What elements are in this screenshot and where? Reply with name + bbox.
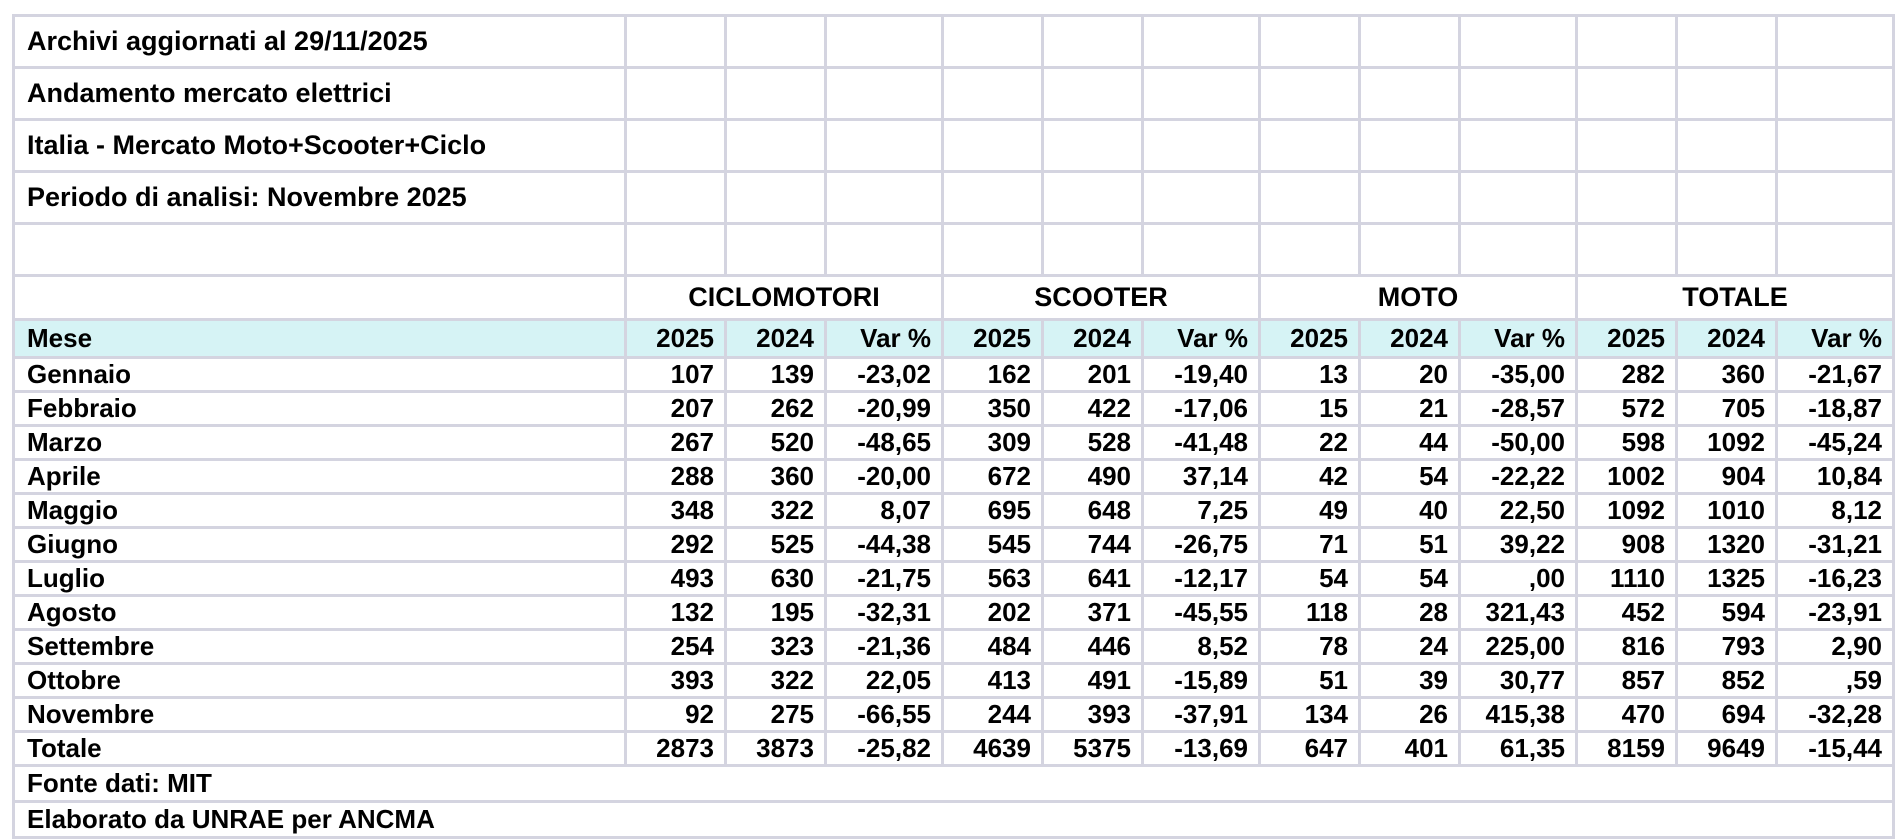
value-cell[interactable]: 694 [1677, 698, 1777, 732]
value-cell[interactable]: 225,00 [1460, 630, 1577, 664]
column-header-scooter-2025[interactable]: 2025 [943, 320, 1043, 358]
value-cell[interactable]: 134 [1260, 698, 1360, 732]
value-cell[interactable]: 695 [943, 494, 1043, 528]
month-cell[interactable]: Maggio [14, 494, 626, 528]
spreadsheet [12, 14, 1895, 839]
value-cell[interactable]: 40 [1360, 494, 1460, 528]
value-cell[interactable]: 7,25 [1143, 494, 1260, 528]
value-cell[interactable]: -21,67 [1777, 358, 1894, 392]
value-cell[interactable]: 672 [943, 460, 1043, 494]
value-cell[interactable]: -32,28 [1777, 698, 1894, 732]
value-cell[interactable]: 21 [1360, 392, 1460, 426]
value-cell[interactable]: -13,69 [1143, 732, 1260, 766]
empty-cell[interactable] [14, 276, 626, 320]
value-cell[interactable]: 598 [1577, 426, 1677, 460]
month-cell[interactable]: Luglio [14, 562, 626, 596]
empty-cell[interactable] [1777, 120, 1894, 172]
empty-cell[interactable] [1360, 224, 1460, 276]
footer-elaboration-cell[interactable]: Elaborato da UNRAE per ANCMA [14, 802, 1894, 838]
value-cell[interactable]: 904 [1677, 460, 1777, 494]
empty-cell[interactable] [826, 16, 943, 68]
month-cell[interactable]: Settembre [14, 630, 626, 664]
value-cell[interactable]: 545 [943, 528, 1043, 562]
empty-cell[interactable] [943, 68, 1043, 120]
value-cell[interactable]: 452 [1577, 596, 1677, 630]
value-cell[interactable]: 275 [726, 698, 826, 732]
value-cell[interactable]: 282 [1577, 358, 1677, 392]
empty-cell[interactable] [726, 68, 826, 120]
empty-cell[interactable] [1360, 172, 1460, 224]
empty-cell[interactable] [1577, 172, 1677, 224]
value-cell[interactable]: -50,00 [1460, 426, 1577, 460]
value-cell[interactable]: 484 [943, 630, 1043, 664]
value-cell[interactable]: -35,00 [1460, 358, 1577, 392]
footer-row [14, 766, 1894, 802]
month-cell[interactable]: Aprile [14, 460, 626, 494]
value-cell[interactable]: 8,52 [1143, 630, 1260, 664]
value-cell[interactable]: 13 [1260, 358, 1360, 392]
value-cell[interactable]: 9649 [1677, 732, 1777, 766]
value-cell[interactable]: 422 [1043, 392, 1143, 426]
value-cell[interactable]: -37,91 [1143, 698, 1260, 732]
data-row [14, 426, 1894, 460]
empty-cell[interactable] [1577, 120, 1677, 172]
data-row [14, 528, 1894, 562]
column-header-moto-2025[interactable]: 2025 [1260, 320, 1360, 358]
value-cell[interactable]: 563 [943, 562, 1043, 596]
value-cell[interactable]: -20,00 [826, 460, 943, 494]
value-cell[interactable]: 262 [726, 392, 826, 426]
value-cell[interactable]: 2,90 [1777, 630, 1894, 664]
empty-cell[interactable] [1460, 224, 1577, 276]
value-cell[interactable]: 78 [1260, 630, 1360, 664]
value-cell[interactable]: 10,84 [1777, 460, 1894, 494]
value-cell[interactable]: 37,14 [1143, 460, 1260, 494]
value-cell[interactable]: 857 [1577, 664, 1677, 698]
value-cell[interactable]: 54 [1360, 460, 1460, 494]
month-cell[interactable]: Giugno [14, 528, 626, 562]
value-cell[interactable]: -48,65 [826, 426, 943, 460]
empty-cell[interactable] [626, 172, 726, 224]
value-cell[interactable]: -20,99 [826, 392, 943, 426]
month-cell[interactable]: Totale [14, 732, 626, 766]
value-cell[interactable]: 4639 [943, 732, 1043, 766]
value-cell[interactable]: 401 [1360, 732, 1460, 766]
value-cell[interactable]: -31,21 [1777, 528, 1894, 562]
value-cell[interactable]: -21,75 [826, 562, 943, 596]
column-header-totale-var[interactable]: Var % [1777, 320, 1894, 358]
column-header-scooter-var[interactable]: Var % [1143, 320, 1260, 358]
value-cell[interactable]: 49 [1260, 494, 1360, 528]
value-cell[interactable]: 793 [1677, 630, 1777, 664]
value-cell[interactable]: 15 [1260, 392, 1360, 426]
empty-cell[interactable] [14, 224, 626, 276]
empty-cell[interactable] [943, 224, 1043, 276]
empty-cell[interactable] [626, 68, 726, 120]
value-cell[interactable]: -25,82 [826, 732, 943, 766]
column-header-moto-var[interactable]: Var % [1460, 320, 1577, 358]
value-cell[interactable]: -21,36 [826, 630, 943, 664]
value-cell[interactable]: -19,40 [1143, 358, 1260, 392]
value-cell[interactable]: -23,02 [826, 358, 943, 392]
empty-cell[interactable] [1577, 68, 1677, 120]
title-row [14, 68, 1894, 120]
value-cell[interactable]: 8159 [1577, 732, 1677, 766]
value-cell[interactable]: 647 [1260, 732, 1360, 766]
month-cell[interactable]: Novembre [14, 698, 626, 732]
value-cell[interactable]: -41,48 [1143, 426, 1260, 460]
empty-cell[interactable] [1460, 16, 1577, 68]
value-cell[interactable]: 201 [1043, 358, 1143, 392]
empty-cell[interactable] [1143, 172, 1260, 224]
value-cell[interactable]: 3873 [726, 732, 826, 766]
empty-cell[interactable] [1043, 120, 1143, 172]
value-cell[interactable]: 321,43 [1460, 596, 1577, 630]
column-header-moto-2024[interactable]: 2024 [1360, 320, 1460, 358]
value-cell[interactable]: 350 [943, 392, 1043, 426]
value-cell[interactable]: 1092 [1577, 494, 1677, 528]
sheet-title-cell[interactable]: Periodo di analisi: Novembre 2025 [14, 172, 626, 224]
title-row [14, 16, 1894, 68]
data-row [14, 664, 1894, 698]
value-cell[interactable]: 2873 [626, 732, 726, 766]
data-row [14, 460, 1894, 494]
value-cell[interactable]: 51 [1260, 664, 1360, 698]
value-cell[interactable]: 493 [626, 562, 726, 596]
group-header-moto[interactable]: MOTO [1260, 276, 1577, 320]
column-header-ciclomotori-var[interactable]: Var % [826, 320, 943, 358]
value-cell[interactable]: 1325 [1677, 562, 1777, 596]
spreadsheet-table [12, 14, 1895, 839]
value-cell[interactable]: 118 [1260, 596, 1360, 630]
value-cell[interactable]: 852 [1677, 664, 1777, 698]
value-cell[interactable]: -18,87 [1777, 392, 1894, 426]
empty-cell[interactable] [1460, 120, 1577, 172]
empty-cell[interactable] [1777, 68, 1894, 120]
empty-cell[interactable] [1360, 120, 1460, 172]
empty-cell[interactable] [1043, 68, 1143, 120]
empty-cell[interactable] [943, 172, 1043, 224]
empty-cell[interactable] [1143, 224, 1260, 276]
empty-cell[interactable] [1043, 172, 1143, 224]
value-cell[interactable]: 107 [626, 358, 726, 392]
value-cell[interactable]: 413 [943, 664, 1043, 698]
value-cell[interactable]: 1320 [1677, 528, 1777, 562]
month-cell[interactable]: Ottobre [14, 664, 626, 698]
empty-cell[interactable] [1777, 224, 1894, 276]
group-header-ciclomotori[interactable]: CICLOMOTORI [626, 276, 943, 320]
empty-cell[interactable] [1777, 16, 1894, 68]
footer-row [14, 802, 1894, 838]
value-cell[interactable]: 22,50 [1460, 494, 1577, 528]
value-cell[interactable]: 54 [1360, 562, 1460, 596]
value-cell[interactable]: 908 [1577, 528, 1677, 562]
empty-cell[interactable] [826, 172, 943, 224]
value-cell[interactable]: 323 [726, 630, 826, 664]
column-header-row [14, 320, 1894, 358]
column-header-mese[interactable]: Mese [14, 320, 626, 358]
empty-cell[interactable] [826, 224, 943, 276]
empty-cell[interactable] [626, 224, 726, 276]
value-cell[interactable]: -44,38 [826, 528, 943, 562]
value-cell[interactable]: -15,44 [1777, 732, 1894, 766]
value-cell[interactable]: 393 [1043, 698, 1143, 732]
month-cell[interactable]: Gennaio [14, 358, 626, 392]
value-cell[interactable]: 292 [626, 528, 726, 562]
value-cell[interactable]: -28,57 [1460, 392, 1577, 426]
sheet-title-cell[interactable]: Italia - Mercato Moto+Scooter+Ciclo [14, 120, 626, 172]
empty-cell[interactable] [626, 120, 726, 172]
month-cell[interactable]: Febbraio [14, 392, 626, 426]
empty-cell[interactable] [626, 16, 726, 68]
value-cell[interactable]: 5375 [1043, 732, 1143, 766]
value-cell[interactable]: -16,23 [1777, 562, 1894, 596]
value-cell[interactable]: 322 [726, 664, 826, 698]
value-cell[interactable]: 30,77 [1460, 664, 1577, 698]
value-cell[interactable]: 648 [1043, 494, 1143, 528]
totals-row [14, 732, 1894, 766]
value-cell[interactable]: 26 [1360, 698, 1460, 732]
value-cell[interactable]: 415,38 [1460, 698, 1577, 732]
data-row [14, 630, 1894, 664]
column-header-totale-2025[interactable]: 2025 [1577, 320, 1677, 358]
empty-cell[interactable] [726, 224, 826, 276]
title-row [14, 172, 1894, 224]
value-cell[interactable]: 572 [1577, 392, 1677, 426]
value-cell[interactable]: 207 [626, 392, 726, 426]
empty-cell[interactable] [1677, 224, 1777, 276]
empty-cell[interactable] [1260, 120, 1360, 172]
empty-cell[interactable] [726, 16, 826, 68]
value-cell[interactable]: 1010 [1677, 494, 1777, 528]
value-cell[interactable]: 39 [1360, 664, 1460, 698]
empty-cell[interactable] [1260, 224, 1360, 276]
group-header-totale[interactable]: TOTALE [1577, 276, 1894, 320]
column-header-ciclomotori-2024[interactable]: 2024 [726, 320, 826, 358]
empty-cell[interactable] [1460, 68, 1577, 120]
value-cell[interactable]: 1110 [1577, 562, 1677, 596]
group-header-scooter[interactable]: SCOOTER [943, 276, 1260, 320]
value-cell[interactable]: 371 [1043, 596, 1143, 630]
value-cell[interactable]: 44 [1360, 426, 1460, 460]
empty-cell[interactable] [826, 120, 943, 172]
empty-cell[interactable] [1143, 16, 1260, 68]
empty-cell[interactable] [1777, 172, 1894, 224]
empty-cell[interactable] [726, 120, 826, 172]
value-cell[interactable]: 51 [1360, 528, 1460, 562]
value-cell[interactable]: 202 [943, 596, 1043, 630]
value-cell[interactable]: 92 [626, 698, 726, 732]
empty-cell[interactable] [1260, 172, 1360, 224]
value-cell[interactable]: 360 [1677, 358, 1777, 392]
value-cell[interactable]: -17,06 [1143, 392, 1260, 426]
value-cell[interactable]: 490 [1043, 460, 1143, 494]
value-cell[interactable]: 54 [1260, 562, 1360, 596]
value-cell[interactable]: 267 [626, 426, 726, 460]
value-cell[interactable]: -15,89 [1143, 664, 1260, 698]
value-cell[interactable]: 309 [943, 426, 1043, 460]
value-cell[interactable]: -22,22 [1460, 460, 1577, 494]
data-row [14, 358, 1894, 392]
value-cell[interactable]: 816 [1577, 630, 1677, 664]
value-cell[interactable]: 630 [726, 562, 826, 596]
value-cell[interactable]: 1002 [1577, 460, 1677, 494]
empty-cell[interactable] [1260, 16, 1360, 68]
empty-cell[interactable] [1143, 120, 1260, 172]
value-cell[interactable]: -12,17 [1143, 562, 1260, 596]
value-cell[interactable]: 71 [1260, 528, 1360, 562]
value-cell[interactable]: 641 [1043, 562, 1143, 596]
empty-cell[interactable] [1260, 68, 1360, 120]
empty-cell[interactable] [1460, 172, 1577, 224]
value-cell[interactable]: 525 [726, 528, 826, 562]
empty-cell[interactable] [1577, 16, 1677, 68]
column-header-totale-2024[interactable]: 2024 [1677, 320, 1777, 358]
column-header-scooter-2024[interactable]: 2024 [1043, 320, 1143, 358]
value-cell[interactable]: 520 [726, 426, 826, 460]
data-row [14, 596, 1894, 630]
value-cell[interactable]: 8,07 [826, 494, 943, 528]
value-cell[interactable]: 244 [943, 698, 1043, 732]
value-cell[interactable]: 446 [1043, 630, 1143, 664]
value-cell[interactable]: 393 [626, 664, 726, 698]
data-row [14, 562, 1894, 596]
sheet-title-cell[interactable]: Archivi aggiornati al 29/11/2025 [14, 16, 626, 68]
value-cell[interactable]: 360 [726, 460, 826, 494]
empty-cell[interactable] [1677, 120, 1777, 172]
value-cell[interactable]: -32,31 [826, 596, 943, 630]
data-row [14, 698, 1894, 732]
value-cell[interactable]: 8,12 [1777, 494, 1894, 528]
data-row [14, 494, 1894, 528]
empty-cell[interactable] [1677, 68, 1777, 120]
value-cell[interactable]: 20 [1360, 358, 1460, 392]
value-cell[interactable]: -26,75 [1143, 528, 1260, 562]
value-cell[interactable]: 744 [1043, 528, 1143, 562]
month-cell[interactable]: Marzo [14, 426, 626, 460]
value-cell[interactable]: ,00 [1460, 562, 1577, 596]
value-cell[interactable]: 322 [726, 494, 826, 528]
empty-cell[interactable] [1360, 68, 1460, 120]
value-cell[interactable]: 254 [626, 630, 726, 664]
value-cell[interactable]: -23,91 [1777, 596, 1894, 630]
value-cell[interactable]: 22 [1260, 426, 1360, 460]
column-header-ciclomotori-2025[interactable]: 2025 [626, 320, 726, 358]
empty-cell[interactable] [943, 16, 1043, 68]
value-cell[interactable]: 470 [1577, 698, 1677, 732]
spacer-row [14, 224, 1894, 276]
value-cell[interactable]: 162 [943, 358, 1043, 392]
value-cell[interactable]: 491 [1043, 664, 1143, 698]
empty-cell[interactable] [1577, 224, 1677, 276]
value-cell[interactable]: 132 [626, 596, 726, 630]
value-cell[interactable]: 1092 [1677, 426, 1777, 460]
empty-cell[interactable] [1143, 68, 1260, 120]
value-cell[interactable]: 61,35 [1460, 732, 1577, 766]
empty-cell[interactable] [1677, 172, 1777, 224]
sheet-title-cell[interactable]: Andamento mercato elettrici [14, 68, 626, 120]
value-cell[interactable]: 28 [1360, 596, 1460, 630]
value-cell[interactable]: 22,05 [826, 664, 943, 698]
data-row [14, 392, 1894, 426]
empty-cell[interactable] [1043, 224, 1143, 276]
value-cell[interactable]: 528 [1043, 426, 1143, 460]
value-cell[interactable]: -66,55 [826, 698, 943, 732]
footer-source-cell[interactable]: Fonte dati: MIT [14, 766, 1894, 802]
month-cell[interactable]: Agosto [14, 596, 626, 630]
value-cell[interactable]: 705 [1677, 392, 1777, 426]
value-cell[interactable]: 594 [1677, 596, 1777, 630]
empty-cell[interactable] [1360, 16, 1460, 68]
value-cell[interactable]: 288 [626, 460, 726, 494]
title-row [14, 120, 1894, 172]
value-cell[interactable]: -45,55 [1143, 596, 1260, 630]
empty-cell[interactable] [943, 120, 1043, 172]
empty-cell[interactable] [726, 172, 826, 224]
value-cell[interactable]: 139 [726, 358, 826, 392]
value-cell[interactable]: 24 [1360, 630, 1460, 664]
value-cell[interactable]: 195 [726, 596, 826, 630]
empty-cell[interactable] [1043, 16, 1143, 68]
value-cell[interactable]: 39,22 [1460, 528, 1577, 562]
value-cell[interactable]: ,59 [1777, 664, 1894, 698]
value-cell[interactable]: -45,24 [1777, 426, 1894, 460]
empty-cell[interactable] [826, 68, 943, 120]
value-cell[interactable]: 348 [626, 494, 726, 528]
group-header-row [14, 276, 1894, 320]
value-cell[interactable]: 42 [1260, 460, 1360, 494]
empty-cell[interactable] [1677, 16, 1777, 68]
